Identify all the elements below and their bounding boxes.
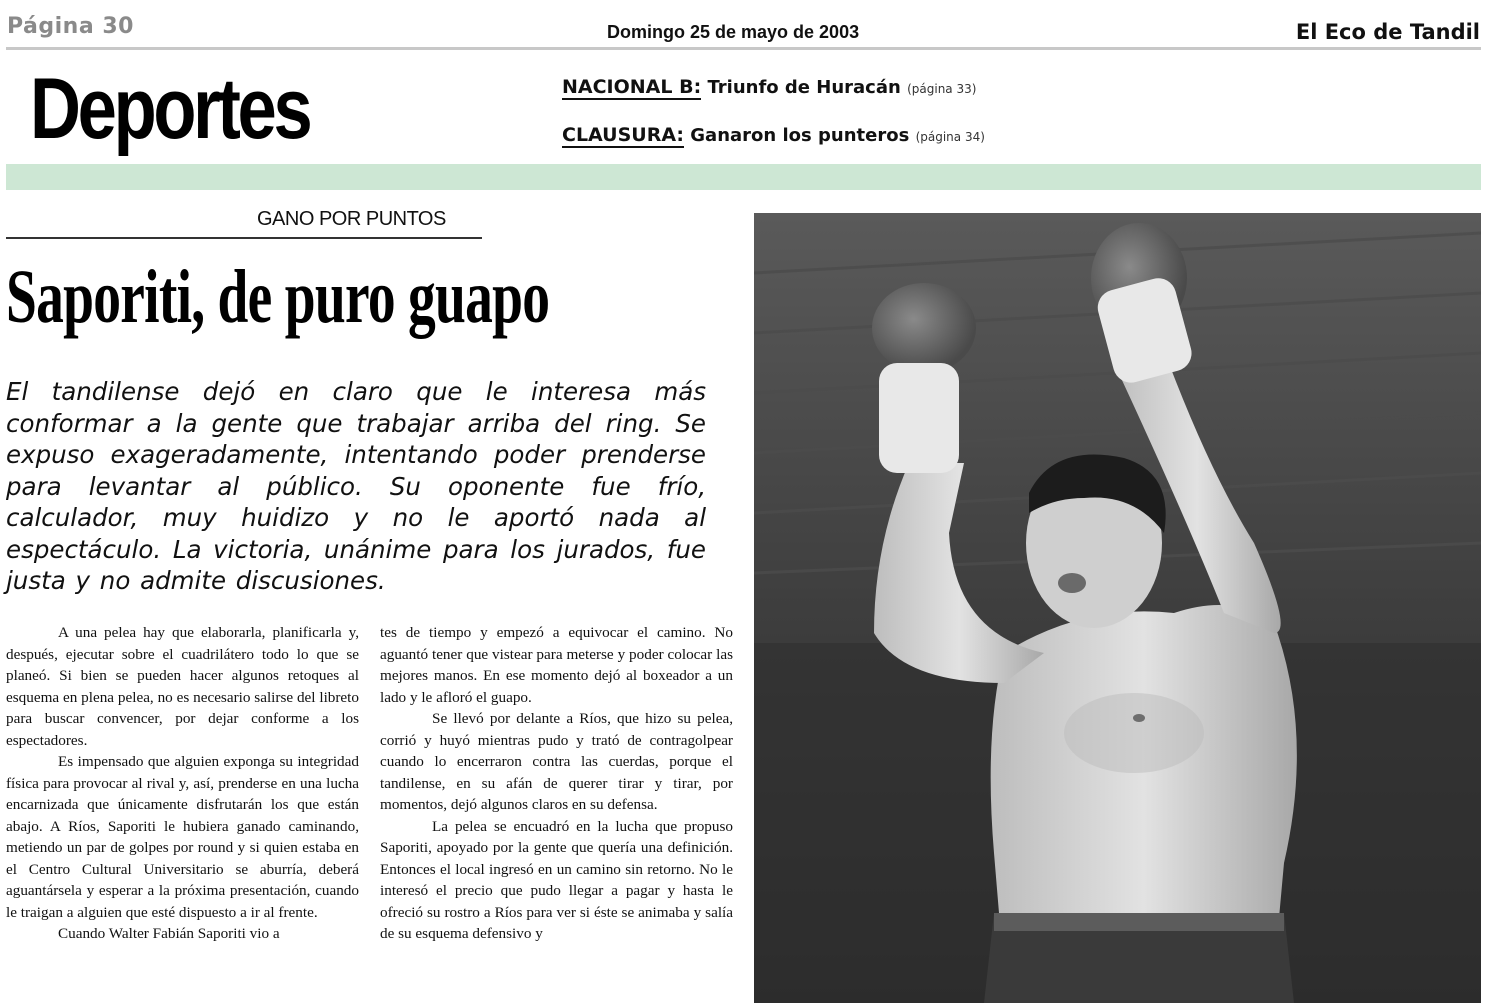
teaser-text: Ganaron los punteros bbox=[690, 125, 910, 146]
teaser-nacional-b[interactable] bbox=[562, 76, 976, 98]
header-rule bbox=[6, 47, 1481, 50]
paragraph: A una pelea hay que elaborarla, planificarla y, después, ejecutar sobre el cuadrilátero todo lo que se planeó. Si bien se pueden hacer algunos retoques al esquema en plena pelea, no es necesario salirse del libreto para buscar convencer, por dejar conforme a los espectadores. bbox=[6, 624, 359, 749]
teaser-page-ref: (página 34) bbox=[915, 130, 985, 144]
paragraph: Se llevó por delante a Ríos, que hizo su pelea, corrió y huyó mientras pudo y trató de contragolpear cuando lo encerraron contra las cuerdas, porque el tandilense, en su afán de querer tirar y tirar, por momentos, dejó algunos claros en su defensa. bbox=[380, 710, 733, 813]
paragraph: Es impensado que alguien exponga su integridad física para provocar al rival y, así, prenderse en una lucha encarnizada que únicamente disfrutarán los que están abajo. A Ríos, Saporiti le hubiera ganado caminando, metiendo un par de golpes por round y si quien estaba en el Centro Cultural Universitario se aburría, deberá aguantársela y esperar a la próxima presentación, cuando le traigan a alguien que esté dispuesto a ir al frente. bbox=[6, 753, 359, 921]
paragraph: La pelea se encuadró en la lucha que propuso Saporiti, apoyado por la gente que quería una definición. Entonces el local ingresó en un camino sin retorno. No le interesó el precio que pudo llegar a pagar y hasta le ofreció su rostro a Ríos para ver si éste se animaba y salía de su esquema defensivo y bbox=[380, 817, 733, 942]
issue-date: Domingo 25 de mayo de 2003 bbox=[607, 22, 860, 42]
teaser-page-ref: (página 33) bbox=[907, 82, 977, 96]
article-lead: El tandilense dejó en claro que le interesa más conformar a la gente que trabajar arriba del ring. Se expuso exageradamente, intentando poder prenderse para levantar al público. Su oponente fue frío, calculador, muy huidizo y no le aportó nada al espectáculo. La victoria, unánime para los jurados, fue justa y no admite discusiones. bbox=[6, 377, 706, 595]
article-kicker: GANO POR PUNTOS bbox=[257, 208, 446, 230]
newspaper-name: El Eco de Tandil bbox=[1295, 20, 1480, 44]
teaser-label: NACIONAL B: bbox=[562, 76, 702, 98]
page-number: Página 30 bbox=[7, 14, 134, 39]
section-color-band bbox=[6, 164, 1481, 190]
kicker-rule bbox=[6, 237, 482, 239]
boxer-photo-illustration bbox=[754, 213, 1481, 1003]
teaser-label: CLAUSURA: bbox=[562, 124, 684, 146]
paragraph: Cuando Walter Fabián Saporiti vio a bbox=[58, 925, 280, 942]
boxer-photo bbox=[754, 213, 1481, 1003]
article-headline: Saporiti, de puro guapo bbox=[6, 255, 550, 339]
article-column-2 bbox=[380, 622, 733, 945]
teaser-clausura[interactable] bbox=[562, 124, 985, 146]
section-title: Deportes bbox=[30, 61, 310, 157]
teaser-text: Triunfo de Huracán bbox=[707, 77, 901, 98]
paragraph: tes de tiempo y empezó a equivocar el camino. No aguantó tener que vistear para meterse y poder colocar las mejores manos. En ese momento dejó al boxeador a un lado y le afloró el guapo. bbox=[380, 624, 733, 706]
article-column-1 bbox=[6, 622, 359, 945]
